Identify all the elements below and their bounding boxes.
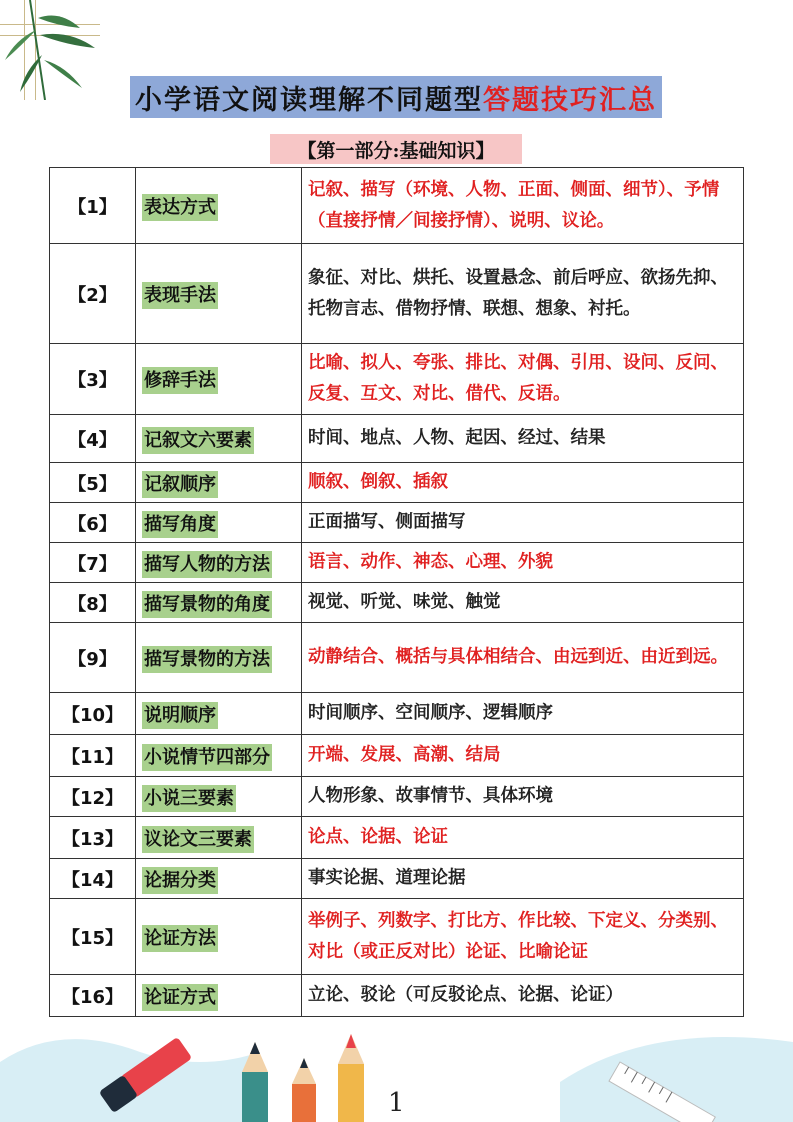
term-label: 说明顺序	[142, 702, 218, 729]
table-row	[50, 735, 744, 777]
row-number: 【9】	[50, 623, 136, 693]
term-cell	[136, 503, 302, 543]
row-number: 【15】	[50, 899, 136, 975]
content-cell: 视觉、听觉、味觉、触觉	[302, 583, 744, 623]
table-row	[50, 344, 744, 415]
table-row	[50, 415, 744, 463]
table-row	[50, 583, 744, 623]
table-row	[50, 975, 744, 1017]
content-cell: 语言、动作、神态、心理、外貌	[302, 543, 744, 583]
row-number: 【7】	[50, 543, 136, 583]
term-label: 修辞手法	[142, 367, 218, 394]
content-cell: 顺叙、倒叙、插叙	[302, 463, 744, 503]
term-cell	[136, 817, 302, 859]
term-cell	[136, 415, 302, 463]
table-row	[50, 168, 744, 244]
term-label: 论证方法	[142, 925, 218, 952]
content-cell: 记叙、描写（环境、人物、正面、侧面、细节）、予情（直接抒情／间接抒情）、说明、议论。	[302, 168, 744, 244]
row-number: 【10】	[50, 693, 136, 735]
content-cell: 立论、驳论（可反驳论点、论据、论证）	[302, 975, 744, 1017]
term-cell	[136, 463, 302, 503]
content-cell: 举例子、列数字、打比方、作比较、下定义、分类别、对比（或正反对比）论证、比喻论证	[302, 899, 744, 975]
table-row	[50, 463, 744, 503]
term-label: 议论文三要素	[142, 826, 254, 853]
row-number: 【5】	[50, 463, 136, 503]
row-number: 【11】	[50, 735, 136, 777]
table-row	[50, 543, 744, 583]
term-label: 表达方式	[142, 194, 218, 221]
term-label: 论据分类	[142, 867, 218, 894]
term-cell	[136, 543, 302, 583]
term-cell	[136, 975, 302, 1017]
row-number: 【12】	[50, 777, 136, 817]
table-row	[50, 899, 744, 975]
content-cell: 人物形象、故事情节、具体环境	[302, 777, 744, 817]
term-label: 表现手法	[142, 282, 218, 309]
term-cell	[136, 623, 302, 693]
row-number: 【1】	[50, 168, 136, 244]
term-cell	[136, 899, 302, 975]
section-heading: 【第一部分:基础知识】	[270, 134, 522, 164]
table-row	[50, 859, 744, 899]
content-cell: 正面描写、侧面描写	[302, 503, 744, 543]
row-number: 【16】	[50, 975, 136, 1017]
table-row	[50, 503, 744, 543]
content-cell: 开端、发展、高潮、结局	[302, 735, 744, 777]
term-cell	[136, 693, 302, 735]
term-label: 描写景物的角度	[142, 591, 272, 618]
row-number: 【8】	[50, 583, 136, 623]
row-number: 【14】	[50, 859, 136, 899]
term-label: 小说情节四部分	[142, 744, 272, 771]
term-cell	[136, 777, 302, 817]
term-label: 小说三要素	[142, 785, 236, 812]
term-label: 描写人物的方法	[142, 551, 272, 578]
term-label: 描写角度	[142, 511, 218, 538]
content-cell: 时间、地点、人物、起因、经过、结果	[302, 415, 744, 463]
knowledge-table	[49, 167, 744, 1017]
page-title-red: 答题技巧汇总	[483, 84, 657, 116]
term-label: 记叙顺序	[142, 471, 218, 498]
content-cell: 论点、论据、论证	[302, 817, 744, 859]
term-label: 论证方式	[142, 984, 218, 1011]
page-title	[130, 76, 662, 118]
term-cell	[136, 583, 302, 623]
table-row	[50, 817, 744, 859]
table-row	[50, 777, 744, 817]
content-cell: 动静结合、概括与具体相结合、由远到近、由近到远。	[302, 623, 744, 693]
term-label: 描写景物的方法	[142, 646, 272, 673]
page-number: 1	[388, 1088, 405, 1118]
term-cell	[136, 859, 302, 899]
content-cell: 时间顺序、空间顺序、逻辑顺序	[302, 693, 744, 735]
content-cell: 事实论据、道理论据	[302, 859, 744, 899]
content-cell: 比喻、拟人、夸张、排比、对偶、引用、设问、反问、反复、互文、对比、借代、反语。	[302, 344, 744, 415]
row-number: 【6】	[50, 503, 136, 543]
term-cell	[136, 168, 302, 244]
term-cell	[136, 735, 302, 777]
row-number: 【13】	[50, 817, 136, 859]
term-cell	[136, 244, 302, 344]
content-cell: 象征、对比、烘托、设置悬念、前后呼应、欲扬先抑、托物言志、借物抒情、联想、想象、衬托。	[302, 244, 744, 344]
row-number: 【3】	[50, 344, 136, 415]
term-label: 记叙文六要素	[142, 427, 254, 454]
table-row	[50, 693, 744, 735]
row-number: 【4】	[50, 415, 136, 463]
table-row	[50, 244, 744, 344]
row-number: 【2】	[50, 244, 136, 344]
term-cell	[136, 344, 302, 415]
page-title-black: 小学语文阅读理解不同题型	[135, 84, 483, 116]
table-row	[50, 623, 744, 693]
bamboo-decoration-icon	[0, 0, 110, 100]
